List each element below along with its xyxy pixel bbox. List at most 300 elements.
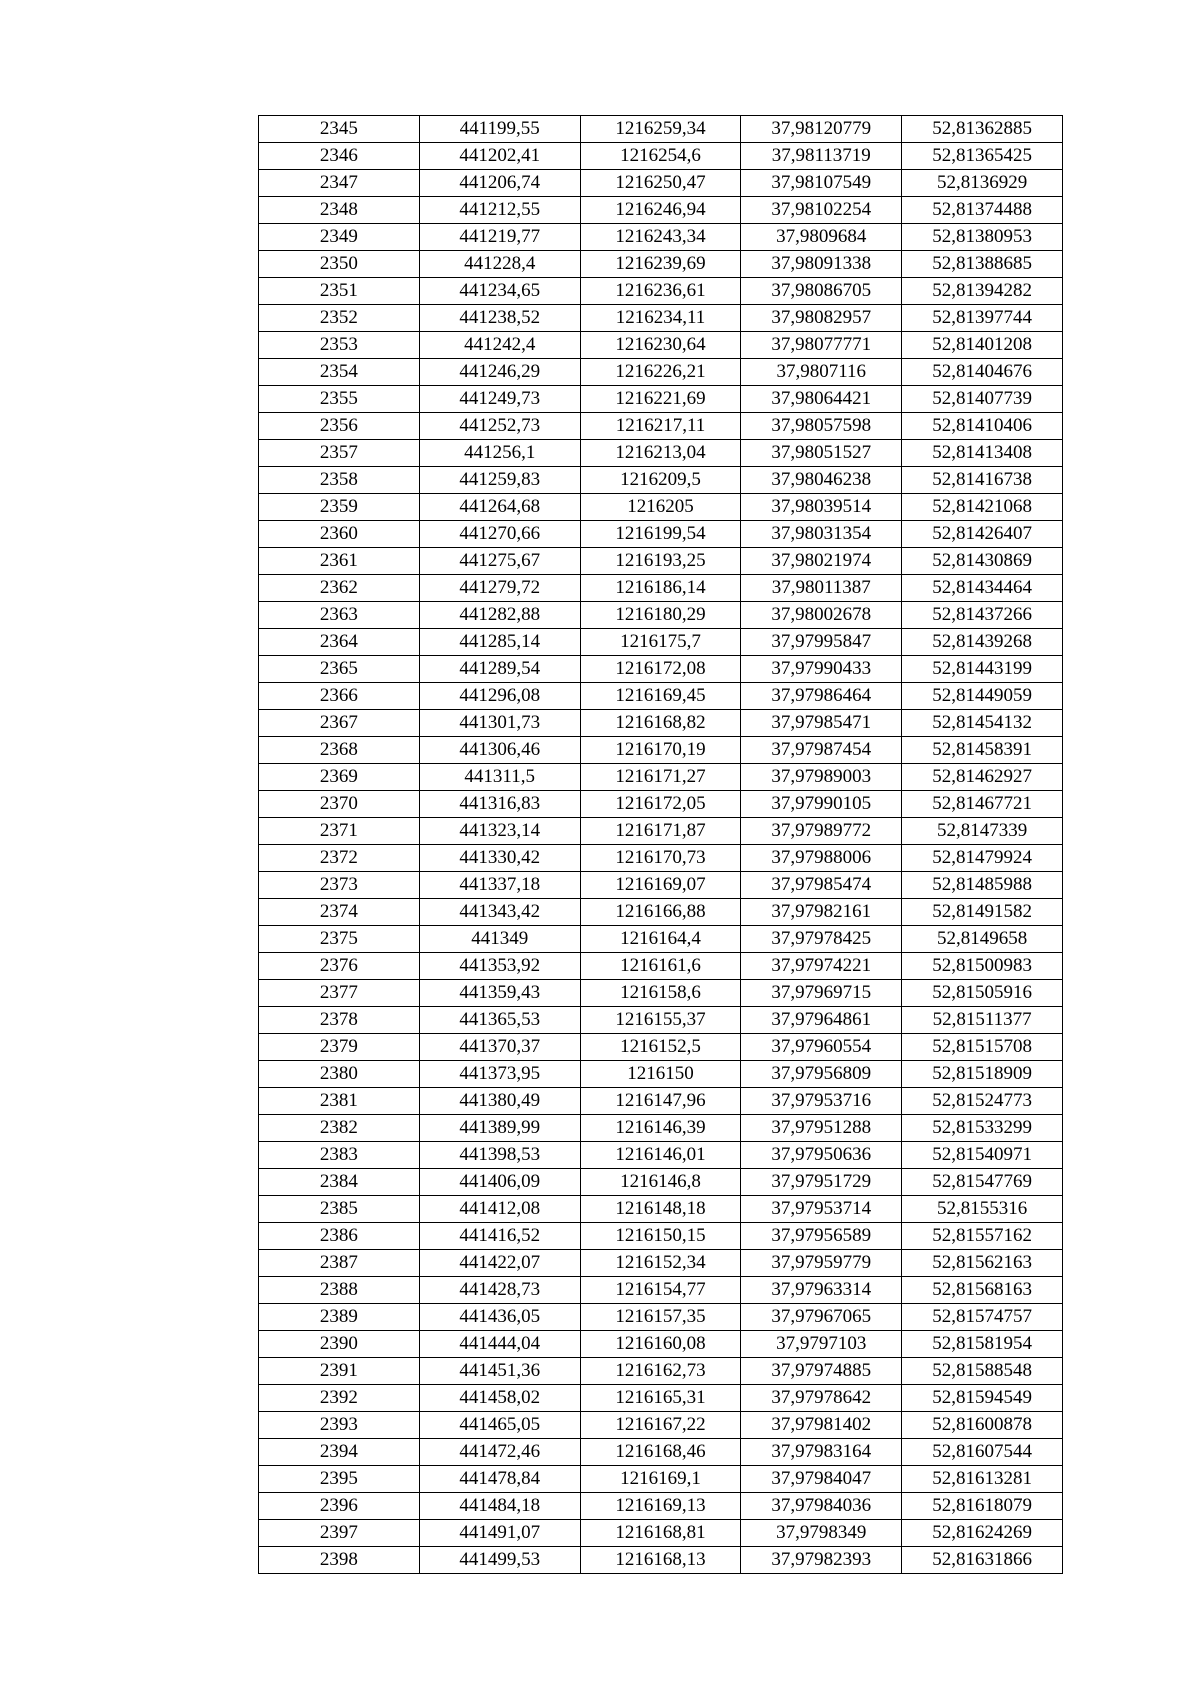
latitude-cell: 52,81515708 [902,1034,1063,1061]
latitude-cell: 52,8136929 [902,170,1063,197]
point-number-cell: 2384 [259,1169,420,1196]
x-coordinate-cell: 441228,4 [419,251,580,278]
y-coordinate-cell: 1216172,05 [580,791,741,818]
latitude-cell: 52,81380953 [902,224,1063,251]
y-coordinate-cell: 1216193,25 [580,548,741,575]
longitude-cell: 37,97982393 [741,1547,902,1574]
y-coordinate-cell: 1216175,7 [580,629,741,656]
point-number-cell: 2360 [259,521,420,548]
point-number-cell: 2373 [259,872,420,899]
latitude-cell: 52,81454132 [902,710,1063,737]
y-coordinate-cell: 1216243,34 [580,224,741,251]
x-coordinate-cell: 441206,74 [419,170,580,197]
point-number-cell: 2381 [259,1088,420,1115]
point-number-cell: 2390 [259,1331,420,1358]
latitude-cell: 52,81462927 [902,764,1063,791]
longitude-cell: 37,97984036 [741,1493,902,1520]
longitude-cell: 37,97974885 [741,1358,902,1385]
y-coordinate-cell: 1216152,34 [580,1250,741,1277]
y-coordinate-cell: 1216171,87 [580,818,741,845]
x-coordinate-cell: 441343,42 [419,899,580,926]
latitude-cell: 52,81437266 [902,602,1063,629]
latitude-cell: 52,81388685 [902,251,1063,278]
x-coordinate-cell: 441478,84 [419,1466,580,1493]
x-coordinate-cell: 441499,53 [419,1547,580,1574]
latitude-cell: 52,81407739 [902,386,1063,413]
table-row [259,1088,1063,1115]
longitude-cell: 37,97956809 [741,1061,902,1088]
y-coordinate-cell: 1216148,18 [580,1196,741,1223]
point-number-cell: 2363 [259,602,420,629]
point-number-cell: 2398 [259,1547,420,1574]
latitude-cell: 52,81362885 [902,116,1063,143]
y-coordinate-cell: 1216199,54 [580,521,741,548]
table-row [259,980,1063,1007]
table-row [259,197,1063,224]
table-row [259,1493,1063,1520]
table-row [259,629,1063,656]
longitude-cell: 37,97985474 [741,872,902,899]
latitude-cell: 52,81613281 [902,1466,1063,1493]
latitude-cell: 52,81426407 [902,521,1063,548]
latitude-cell: 52,8149658 [902,926,1063,953]
x-coordinate-cell: 441199,55 [419,116,580,143]
longitude-cell: 37,98011387 [741,575,902,602]
longitude-cell: 37,98082957 [741,305,902,332]
table-row [259,1466,1063,1493]
longitude-cell: 37,97963314 [741,1277,902,1304]
longitude-cell: 37,98002678 [741,602,902,629]
x-coordinate-cell: 441275,67 [419,548,580,575]
x-coordinate-cell: 441301,73 [419,710,580,737]
x-coordinate-cell: 441406,09 [419,1169,580,1196]
x-coordinate-cell: 441252,73 [419,413,580,440]
x-coordinate-cell: 441249,73 [419,386,580,413]
longitude-cell: 37,98064421 [741,386,902,413]
table-row [259,1358,1063,1385]
point-number-cell: 2354 [259,359,420,386]
latitude-cell: 52,8147339 [902,818,1063,845]
latitude-cell: 52,81365425 [902,143,1063,170]
x-coordinate-cell: 441270,66 [419,521,580,548]
point-number-cell: 2356 [259,413,420,440]
longitude-cell: 37,98102254 [741,197,902,224]
longitude-cell: 37,9807116 [741,359,902,386]
x-coordinate-cell: 441365,53 [419,1007,580,1034]
point-number-cell: 2396 [259,1493,420,1520]
point-number-cell: 2345 [259,116,420,143]
longitude-cell: 37,97989003 [741,764,902,791]
y-coordinate-cell: 1216180,29 [580,602,741,629]
table-row [259,1196,1063,1223]
x-coordinate-cell: 441282,88 [419,602,580,629]
y-coordinate-cell: 1216169,07 [580,872,741,899]
table-row [259,1385,1063,1412]
latitude-cell: 52,81594549 [902,1385,1063,1412]
longitude-cell: 37,9797103 [741,1331,902,1358]
y-coordinate-cell: 1216146,8 [580,1169,741,1196]
y-coordinate-cell: 1216246,94 [580,197,741,224]
table-row [259,1061,1063,1088]
point-number-cell: 2375 [259,926,420,953]
latitude-cell: 52,81458391 [902,737,1063,764]
y-coordinate-cell: 1216236,61 [580,278,741,305]
longitude-cell: 37,97964861 [741,1007,902,1034]
y-coordinate-cell: 1216168,13 [580,1547,741,1574]
latitude-cell: 52,81374488 [902,197,1063,224]
longitude-cell: 37,97967065 [741,1304,902,1331]
point-number-cell: 2362 [259,575,420,602]
longitude-cell: 37,98039514 [741,494,902,521]
latitude-cell: 52,81547769 [902,1169,1063,1196]
latitude-cell: 52,81568163 [902,1277,1063,1304]
table-row [259,1169,1063,1196]
table-row [259,602,1063,629]
table-row [259,1034,1063,1061]
point-number-cell: 2391 [259,1358,420,1385]
x-coordinate-cell: 441234,65 [419,278,580,305]
longitude-cell: 37,98031354 [741,521,902,548]
point-number-cell: 2350 [259,251,420,278]
table-row [259,278,1063,305]
y-coordinate-cell: 1216162,73 [580,1358,741,1385]
latitude-cell: 52,81518909 [902,1061,1063,1088]
x-coordinate-cell: 441465,05 [419,1412,580,1439]
longitude-cell: 37,98046238 [741,467,902,494]
latitude-cell: 52,81562163 [902,1250,1063,1277]
point-number-cell: 2355 [259,386,420,413]
longitude-cell: 37,97978425 [741,926,902,953]
table-row [259,251,1063,278]
table-row [259,116,1063,143]
y-coordinate-cell: 1216150 [580,1061,741,1088]
longitude-cell: 37,97959779 [741,1250,902,1277]
latitude-cell: 52,81467721 [902,791,1063,818]
x-coordinate-cell: 441242,4 [419,332,580,359]
point-number-cell: 2357 [259,440,420,467]
longitude-cell: 37,98057598 [741,413,902,440]
latitude-cell: 52,81410406 [902,413,1063,440]
latitude-cell: 52,81491582 [902,899,1063,926]
y-coordinate-cell: 1216160,08 [580,1331,741,1358]
table-row [259,1547,1063,1574]
longitude-cell: 37,97987454 [741,737,902,764]
latitude-cell: 52,81430869 [902,548,1063,575]
latitude-cell: 52,81413408 [902,440,1063,467]
y-coordinate-cell: 1216169,1 [580,1466,741,1493]
point-number-cell: 2366 [259,683,420,710]
longitude-cell: 37,97960554 [741,1034,902,1061]
longitude-cell: 37,97988006 [741,845,902,872]
latitude-cell: 52,81581954 [902,1331,1063,1358]
table-row [259,386,1063,413]
point-number-cell: 2361 [259,548,420,575]
table-row [259,1115,1063,1142]
longitude-cell: 37,98091338 [741,251,902,278]
x-coordinate-cell: 441491,07 [419,1520,580,1547]
latitude-cell: 52,81416738 [902,467,1063,494]
longitude-cell: 37,97978642 [741,1385,902,1412]
y-coordinate-cell: 1216170,19 [580,737,741,764]
point-number-cell: 2383 [259,1142,420,1169]
table-row [259,710,1063,737]
x-coordinate-cell: 441330,42 [419,845,580,872]
y-coordinate-cell: 1216254,6 [580,143,741,170]
latitude-cell: 52,81500983 [902,953,1063,980]
x-coordinate-cell: 441389,99 [419,1115,580,1142]
y-coordinate-cell: 1216209,5 [580,467,741,494]
x-coordinate-cell: 441306,46 [419,737,580,764]
y-coordinate-cell: 1216226,21 [580,359,741,386]
table-row [259,143,1063,170]
x-coordinate-cell: 441359,43 [419,980,580,1007]
table-row [259,359,1063,386]
x-coordinate-cell: 441472,46 [419,1439,580,1466]
y-coordinate-cell: 1216234,11 [580,305,741,332]
latitude-cell: 52,81540971 [902,1142,1063,1169]
latitude-cell: 52,81434464 [902,575,1063,602]
latitude-cell: 52,81439268 [902,629,1063,656]
point-number-cell: 2367 [259,710,420,737]
x-coordinate-cell: 441296,08 [419,683,580,710]
y-coordinate-cell: 1216169,45 [580,683,741,710]
coordinates-table [258,115,1063,1574]
point-number-cell: 2370 [259,791,420,818]
table-row [259,1304,1063,1331]
x-coordinate-cell: 441380,49 [419,1088,580,1115]
longitude-cell: 37,98051527 [741,440,902,467]
table-row [259,548,1063,575]
y-coordinate-cell: 1216155,37 [580,1007,741,1034]
point-number-cell: 2351 [259,278,420,305]
latitude-cell: 52,81631866 [902,1547,1063,1574]
longitude-cell: 37,97990105 [741,791,902,818]
latitude-cell: 52,81404676 [902,359,1063,386]
point-number-cell: 2372 [259,845,420,872]
latitude-cell: 52,81479924 [902,845,1063,872]
longitude-cell: 37,97986464 [741,683,902,710]
longitude-cell: 37,98086705 [741,278,902,305]
point-number-cell: 2376 [259,953,420,980]
y-coordinate-cell: 1216171,27 [580,764,741,791]
table-row [259,872,1063,899]
x-coordinate-cell: 441219,77 [419,224,580,251]
latitude-cell: 52,81618079 [902,1493,1063,1520]
y-coordinate-cell: 1216168,81 [580,1520,741,1547]
y-coordinate-cell: 1216150,15 [580,1223,741,1250]
y-coordinate-cell: 1216259,34 [580,116,741,143]
latitude-cell: 52,81401208 [902,332,1063,359]
table-row [259,1250,1063,1277]
latitude-cell: 52,81533299 [902,1115,1063,1142]
x-coordinate-cell: 441422,07 [419,1250,580,1277]
x-coordinate-cell: 441202,41 [419,143,580,170]
table-row [259,737,1063,764]
point-number-cell: 2395 [259,1466,420,1493]
y-coordinate-cell: 1216186,14 [580,575,741,602]
latitude-cell: 52,81600878 [902,1412,1063,1439]
longitude-cell: 37,9809684 [741,224,902,251]
table-row [259,521,1063,548]
table-row [259,683,1063,710]
point-number-cell: 2353 [259,332,420,359]
y-coordinate-cell: 1216167,22 [580,1412,741,1439]
point-number-cell: 2349 [259,224,420,251]
point-number-cell: 2346 [259,143,420,170]
longitude-cell: 37,97956589 [741,1223,902,1250]
longitude-cell: 37,97953716 [741,1088,902,1115]
y-coordinate-cell: 1216146,01 [580,1142,741,1169]
table-row [259,1331,1063,1358]
x-coordinate-cell: 441436,05 [419,1304,580,1331]
y-coordinate-cell: 1216239,69 [580,251,741,278]
longitude-cell: 37,97951729 [741,1169,902,1196]
x-coordinate-cell: 441311,5 [419,764,580,791]
point-number-cell: 2397 [259,1520,420,1547]
latitude-cell: 52,81557162 [902,1223,1063,1250]
longitude-cell: 37,98077771 [741,332,902,359]
longitude-cell: 37,97974221 [741,953,902,980]
x-coordinate-cell: 441458,02 [419,1385,580,1412]
x-coordinate-cell: 441428,73 [419,1277,580,1304]
y-coordinate-cell: 1216165,31 [580,1385,741,1412]
point-number-cell: 2348 [259,197,420,224]
y-coordinate-cell: 1216154,77 [580,1277,741,1304]
table-row [259,764,1063,791]
point-number-cell: 2387 [259,1250,420,1277]
point-number-cell: 2359 [259,494,420,521]
longitude-cell: 37,97990433 [741,656,902,683]
point-number-cell: 2388 [259,1277,420,1304]
longitude-cell: 37,98107549 [741,170,902,197]
x-coordinate-cell: 441285,14 [419,629,580,656]
longitude-cell: 37,97953714 [741,1196,902,1223]
longitude-cell: 37,97950636 [741,1142,902,1169]
latitude-cell: 52,81588548 [902,1358,1063,1385]
table-row [259,1520,1063,1547]
latitude-cell: 52,81397744 [902,305,1063,332]
latitude-cell: 52,81624269 [902,1520,1063,1547]
table-row [259,440,1063,467]
y-coordinate-cell: 1216166,88 [580,899,741,926]
y-coordinate-cell: 1216172,08 [580,656,741,683]
latitude-cell: 52,81574757 [902,1304,1063,1331]
y-coordinate-cell: 1216147,96 [580,1088,741,1115]
point-number-cell: 2394 [259,1439,420,1466]
x-coordinate-cell: 441246,29 [419,359,580,386]
point-number-cell: 2358 [259,467,420,494]
longitude-cell: 37,97969715 [741,980,902,1007]
x-coordinate-cell: 441289,54 [419,656,580,683]
x-coordinate-cell: 441398,53 [419,1142,580,1169]
point-number-cell: 2374 [259,899,420,926]
table-row [259,1142,1063,1169]
x-coordinate-cell: 441484,18 [419,1493,580,1520]
x-coordinate-cell: 441337,18 [419,872,580,899]
y-coordinate-cell: 1216170,73 [580,845,741,872]
x-coordinate-cell: 441238,52 [419,305,580,332]
latitude-cell: 52,8155316 [902,1196,1063,1223]
longitude-cell: 37,97985471 [741,710,902,737]
x-coordinate-cell: 441416,52 [419,1223,580,1250]
point-number-cell: 2386 [259,1223,420,1250]
latitude-cell: 52,81505916 [902,980,1063,1007]
x-coordinate-cell: 441451,36 [419,1358,580,1385]
table-row [259,467,1063,494]
point-number-cell: 2385 [259,1196,420,1223]
latitude-cell: 52,81449059 [902,683,1063,710]
longitude-cell: 37,97981402 [741,1412,902,1439]
latitude-cell: 52,81443199 [902,656,1063,683]
table-row [259,1223,1063,1250]
point-number-cell: 2364 [259,629,420,656]
table-row [259,1277,1063,1304]
y-coordinate-cell: 1216168,46 [580,1439,741,1466]
longitude-cell: 37,9798349 [741,1520,902,1547]
x-coordinate-cell: 441373,95 [419,1061,580,1088]
y-coordinate-cell: 1216146,39 [580,1115,741,1142]
longitude-cell: 37,97951288 [741,1115,902,1142]
latitude-cell: 52,81607544 [902,1439,1063,1466]
table-row [259,575,1063,602]
x-coordinate-cell: 441412,08 [419,1196,580,1223]
y-coordinate-cell: 1216250,47 [580,170,741,197]
latitude-cell: 52,81394282 [902,278,1063,305]
x-coordinate-cell: 441444,04 [419,1331,580,1358]
point-number-cell: 2389 [259,1304,420,1331]
point-number-cell: 2380 [259,1061,420,1088]
table-row [259,332,1063,359]
table-row [259,926,1063,953]
longitude-cell: 37,97995847 [741,629,902,656]
latitude-cell: 52,81524773 [902,1088,1063,1115]
point-number-cell: 2379 [259,1034,420,1061]
table-row [259,1007,1063,1034]
y-coordinate-cell: 1216221,69 [580,386,741,413]
point-number-cell: 2392 [259,1385,420,1412]
longitude-cell: 37,98113719 [741,143,902,170]
x-coordinate-cell: 441212,55 [419,197,580,224]
x-coordinate-cell: 441279,72 [419,575,580,602]
x-coordinate-cell: 441349 [419,926,580,953]
table-row [259,305,1063,332]
table-row [259,656,1063,683]
longitude-cell: 37,97989772 [741,818,902,845]
x-coordinate-cell: 441256,1 [419,440,580,467]
x-coordinate-cell: 441353,92 [419,953,580,980]
x-coordinate-cell: 441259,83 [419,467,580,494]
longitude-cell: 37,97982161 [741,899,902,926]
table-row [259,1439,1063,1466]
point-number-cell: 2382 [259,1115,420,1142]
y-coordinate-cell: 1216213,04 [580,440,741,467]
y-coordinate-cell: 1216205 [580,494,741,521]
latitude-cell: 52,81485988 [902,872,1063,899]
point-number-cell: 2377 [259,980,420,1007]
point-number-cell: 2352 [259,305,420,332]
table-row [259,845,1063,872]
latitude-cell: 52,81511377 [902,1007,1063,1034]
table-row [259,413,1063,440]
longitude-cell: 37,97983164 [741,1439,902,1466]
coordinates-table-body [259,116,1063,1574]
point-number-cell: 2371 [259,818,420,845]
point-number-cell: 2347 [259,170,420,197]
table-row [259,224,1063,251]
y-coordinate-cell: 1216169,13 [580,1493,741,1520]
table-row [259,494,1063,521]
point-number-cell: 2365 [259,656,420,683]
